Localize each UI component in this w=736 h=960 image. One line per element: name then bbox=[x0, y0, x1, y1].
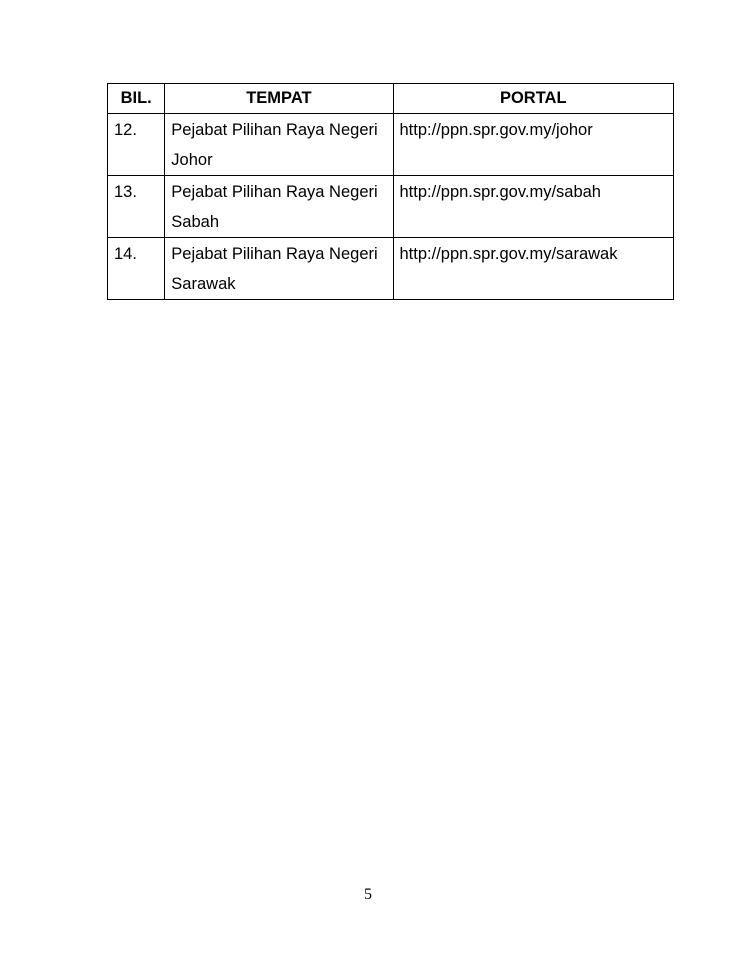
tempat-line: Johor bbox=[171, 151, 213, 169]
row-portal-link[interactable]: http://ppn.spr.gov.my/sarawak bbox=[393, 238, 674, 300]
header-bil: BIL. bbox=[108, 84, 165, 114]
row-tempat bbox=[165, 238, 393, 300]
row-portal-link[interactable]: http://ppn.spr.gov.my/sabah bbox=[393, 176, 674, 238]
row-tempat bbox=[165, 114, 393, 176]
tempat-line: Pejabat Pilihan Raya Negeri bbox=[171, 245, 378, 263]
row-bil: 12. bbox=[108, 114, 165, 176]
table-row bbox=[108, 238, 674, 300]
tempat-line: Sarawak bbox=[171, 275, 236, 293]
row-tempat bbox=[165, 176, 393, 238]
row-bil: 13. bbox=[108, 176, 165, 238]
tempat-line: Pejabat Pilihan Raya Negeri bbox=[171, 183, 378, 201]
portal-table bbox=[107, 83, 674, 300]
tempat-line: Pejabat Pilihan Raya Negeri bbox=[171, 121, 378, 139]
table-row bbox=[108, 114, 674, 176]
row-bil: 14. bbox=[108, 238, 165, 300]
header-tempat: TEMPAT bbox=[165, 84, 393, 114]
table-row bbox=[108, 176, 674, 238]
tempat-line: Sabah bbox=[171, 213, 220, 231]
table-header-row bbox=[108, 84, 674, 114]
page-number: 5 bbox=[364, 886, 372, 903]
row-portal-link[interactable]: http://ppn.spr.gov.my/johor bbox=[393, 114, 674, 176]
header-portal: PORTAL bbox=[393, 84, 674, 114]
